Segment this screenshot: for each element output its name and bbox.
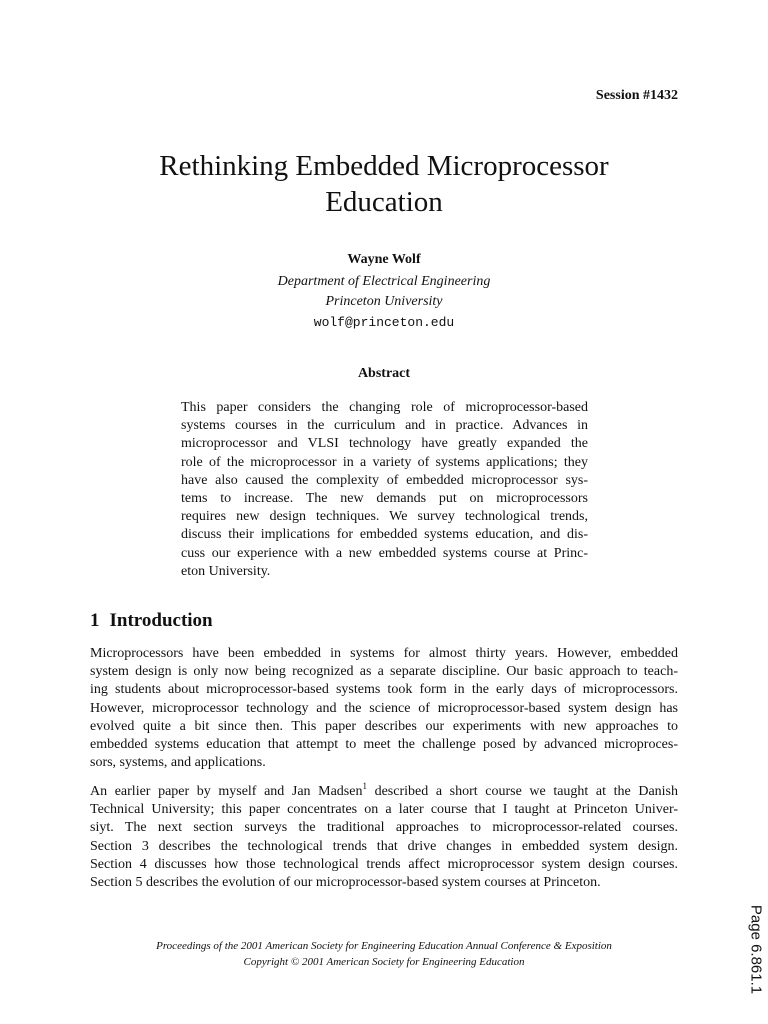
abstract-line: microprocessor and VLSI technology have greatly expanded the [181,436,588,452]
footer-proceedings: Proceedings of the 2001 American Society for Engineering Education Annual Conference & Exposition [156,940,612,952]
paragraph-line: Section 4 discusses how those technological trends affect microprocessor system design courses. [90,856,678,872]
paragraph-line: Microprocessors have been embedded in systems for almost thirty years. However, embedded [90,646,678,661]
intro-paragraph-1 [90,645,678,772]
paper-title-line-2: Education [325,186,443,218]
paragraph-line: Section 3 describes the technological trends that drive changes in embedded system design. [90,838,678,854]
author-email: wolf@princeton.edu [313,315,455,330]
paragraph-text: An earlier paper by myself and Jan Madsen [90,784,363,799]
footer-copyright: Copyright © 2001 American Society for Engineering Education [243,956,525,968]
author-affiliation [0,272,768,312]
abstract-line: discuss their implications for embedded systems education, and dis- [181,527,588,543]
paragraph-line: However, microprocessor technology and the science of microprocessor-based system design has [90,700,678,716]
section-heading-introduction [90,610,213,632]
paragraph-text: described a short course we taught at the Danish [366,784,678,799]
section-number: 1 [90,610,100,631]
abstract-line: have also caused the complexity of embedded microprocessor sys- [181,472,588,488]
abstract-line: requires new design techniques. We survey technological trends, [181,509,588,525]
author-department: Department of Electrical Engineering [277,274,491,289]
page-footer [0,938,768,970]
paragraph-line: system design is only now being recognized as a separate discipline. Our basic approach to teach- [90,664,678,680]
intro-paragraph-2 [90,783,678,892]
paragraph-line: ing students about microprocessor-based systems took form in the early days of microprocessors. [90,682,678,698]
paragraph-line: sors, systems, and applications. [90,755,266,771]
paragraph-line: Technical University; this paper concentrates on a later course that I taught at Princeton Univer- [90,802,678,818]
section-title: Introduction [109,610,213,631]
abstract-line: This paper considers the changing role of microprocessor-based [181,400,588,415]
author-university: Princeton University [325,294,443,309]
paragraph-line [90,783,678,801]
paper-title-line-1: Rethinking Embedded Microprocessor [159,150,609,182]
paragraph-line: evolved quite a bit since then. This paper describes our experiments with new approaches to [90,718,678,734]
abstract-line: tems to increase. The new demands put on microprocessors [181,490,588,506]
abstract-line: cuss our experience with a new embedded systems course at Princ- [181,545,588,561]
abstract-body [181,399,588,581]
paragraph-line: siyt. The next section surveys the traditional approaches to microprocessor-related courses. [90,820,678,836]
abstract-heading: Abstract [357,366,411,381]
paragraph-line: embedded systems education that attempt to meet the challenge posed by advanced microproces- [90,736,678,752]
author-name: Wayne Wolf [347,252,421,267]
abstract-line: role of the microprocessor in a variety of systems applications; they [181,454,588,470]
abstract-line: eton University. [181,563,271,579]
paragraph-line: Section 5 describes the evolution of our microprocessor-based system courses at Princeton. [90,874,601,890]
session-label: Session #1432 [595,88,678,103]
abstract-line: systems courses in the curriculum and in practice. Advances in [181,418,588,434]
paper-title [0,148,768,220]
footnote-marker[interactable]: 1 [362,781,367,791]
page-number: Page 6.861.1 [747,904,765,995]
